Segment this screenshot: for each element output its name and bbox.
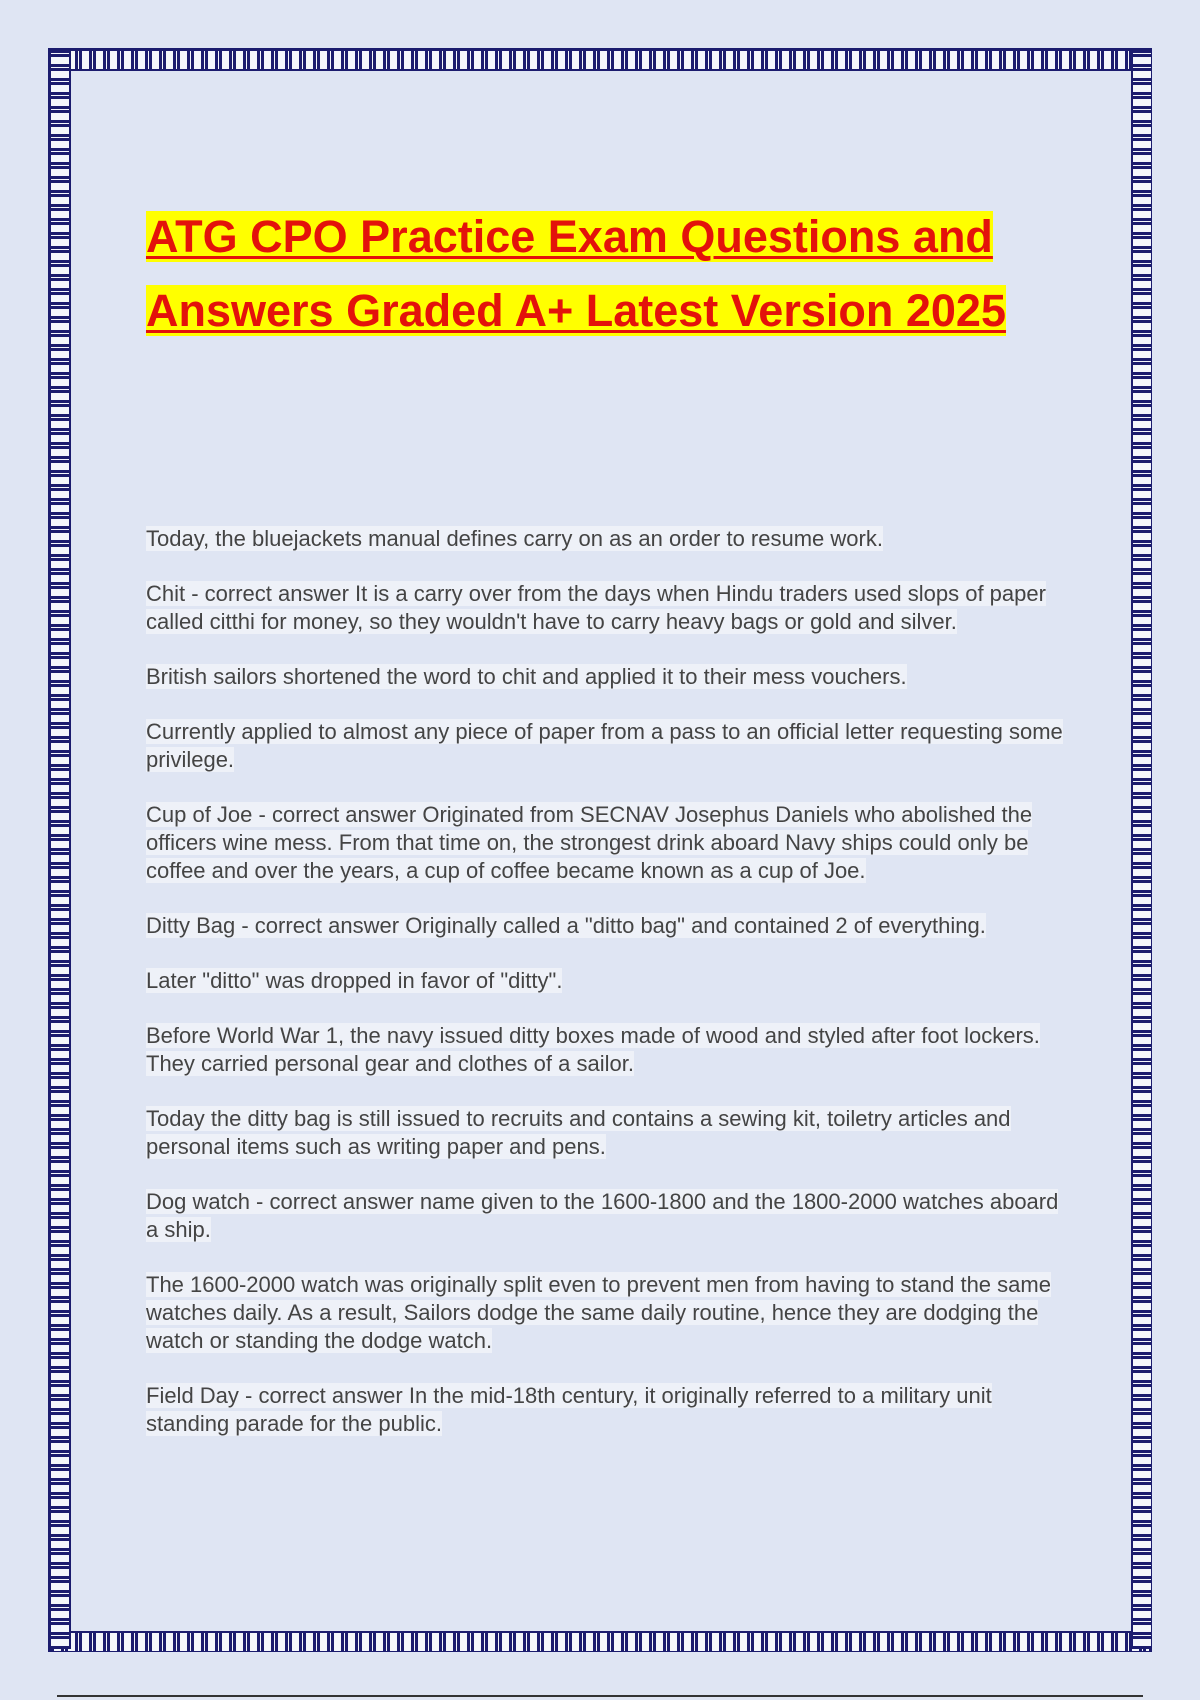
footer-rule bbox=[57, 1695, 1143, 1697]
paragraph-text: Cup of Joe - correct answer Originated from SECNAV Josephus Daniels who abolished the officers wine mess. From that time on, the strongest drink aboard Navy ships could only be coffee and over the years, a cup of coffee became known as a cup of Joe. bbox=[146, 802, 1033, 883]
paragraph-text: Today, the bluejackets manual defines carry on as an order to resume work. bbox=[146, 526, 883, 551]
paragraph bbox=[146, 912, 1066, 940]
paragraph bbox=[146, 525, 1066, 553]
border-pattern-top bbox=[51, 51, 1149, 71]
paragraph bbox=[146, 967, 1066, 995]
page-title bbox=[146, 200, 1066, 348]
paragraph-text: Today the ditty bag is still issued to recruits and contains a sewing kit, toiletry articles and personal items such as writing paper and pens. bbox=[146, 1106, 1011, 1159]
page-title-text: ATG CPO Practice Exam Questions and Answers Graded A+ Latest Version 2025 bbox=[146, 211, 1006, 336]
paragraph bbox=[146, 1188, 1066, 1244]
paragraph bbox=[146, 1022, 1066, 1078]
document-body bbox=[146, 525, 1066, 1465]
paragraph bbox=[146, 718, 1066, 774]
paragraph-text: Field Day - correct answer In the mid-18th century, it originally referred to a military unit standing parade for the public. bbox=[146, 1383, 992, 1436]
border-pattern-right bbox=[1131, 51, 1151, 1649]
paragraph bbox=[146, 1382, 1066, 1438]
paragraph-text: The 1600-2000 watch was originally split even to prevent men from having to stand the same watches daily. As a result, Sailors dodge the same daily routine, hence they are dodging the watch or standing the dodge watch. bbox=[146, 1272, 1051, 1353]
paragraph-text: Before World War 1, the navy issued ditty boxes made of wood and styled after foot lockers. They carried personal gear and clothes of a sailor. bbox=[146, 1023, 1040, 1076]
paragraph-text: Ditty Bag - correct answer Originally called a "ditto bag" and contained 2 of everything. bbox=[146, 913, 986, 938]
paragraph-text: Currently applied to almost any piece of paper from a pass to an official letter requesting some privilege. bbox=[146, 719, 1063, 772]
paragraph bbox=[146, 663, 1066, 691]
paragraph bbox=[146, 801, 1066, 885]
paragraph-text: Dog watch - correct answer name given to the 1600-1800 and the 1800-2000 watches aboard a ship. bbox=[146, 1189, 1059, 1242]
paragraph-text: Later "ditto" was dropped in favor of "ditty". bbox=[146, 968, 563, 993]
border-pattern-left bbox=[51, 51, 71, 1649]
paragraph bbox=[146, 1271, 1066, 1355]
paragraph-text: Chit - correct answer It is a carry over from the days when Hindu traders used slops of paper called citthi for money, so they wouldn't have to carry heavy bags or gold and silver. bbox=[146, 581, 1046, 634]
paragraph bbox=[146, 580, 1066, 636]
border-pattern-bottom bbox=[51, 1631, 1149, 1651]
paragraph-text: British sailors shortened the word to chit and applied it to their mess vouchers. bbox=[146, 664, 907, 689]
paragraph bbox=[146, 1105, 1066, 1161]
